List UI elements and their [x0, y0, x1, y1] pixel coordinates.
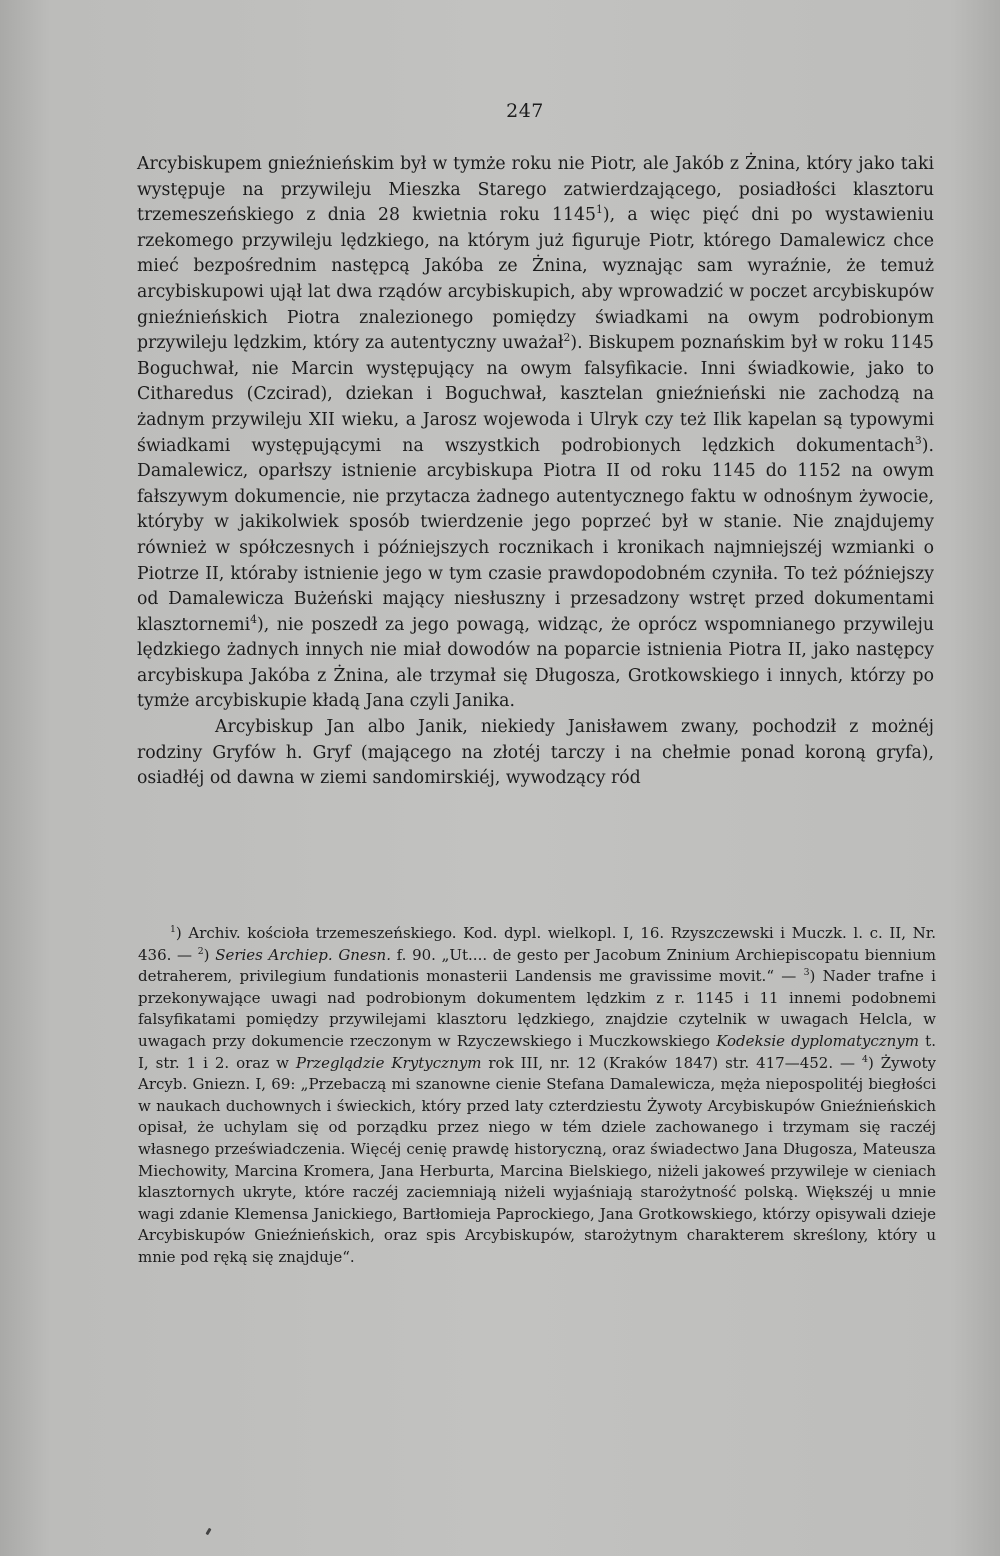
- footnote-ref-4: 4: [250, 612, 257, 626]
- text-run: ). Damalewicz, oparłszy istnienie arcybiskupa Piotra II od roku 1145 do 1152 na owym fałszywym dokumencie, nie przytacza żadnego autentycznego faktu w odnośnym żywocie, któryby w jakikolwiek sposób twierdzenie jego poprzeć był w stanie. Nie znajdujemy również w spółczesnych i późniejszych rocznikach i kronikach najmniejszéj wzmianki o Piotrze II, któraby istnienie jego w tym czasie prawdopodobném czyniła. To też późniejszy od Damalewicza Bużeński mający niesłuszny i przesadzony wstręt przed dokumentami klasztornemi: [137, 435, 934, 635]
- page-number: 247: [506, 100, 544, 122]
- footnotes: [138, 923, 936, 1269]
- italic-title: Series Archiep. Gnesn.: [215, 945, 391, 964]
- footnote-marker-4: 4: [862, 1053, 868, 1065]
- text-run: ), nie poszedł za jego powagą, widząc, że oprócz wspomnianego przywileju lędzkiego żadnych innych nie miał dowodów na poparcie istnienia Piotra II, jako następcy arcybiskupa Jakóba z Żnina, ale trzymał się Długosza, Grotkowskiego i innych, którzy po tymże arcybiskupie kładą Jana czyli Janika.: [137, 614, 934, 712]
- text-run: ), a więc pięć dni po wystawieniu rzekomego przywileju lędzkiego, na którym już figuruje Piotr, którego Damalewicz chce mieć bezpośrednim następcą Jakóba ze Żnina, wyznając sam wyraźnie, że temuż arcybiskupowi ujął lat dwa rządów arcybiskupich, aby wprowadzić w poczet arcybiskupów gnieźnieńskich Piotra znalezionego pomiędzy świadkami na owym podrobionym przywileju lędzkim, który za autentyczny uważał: [137, 205, 934, 354]
- text-run: ) Nader trafne i przekonywające uwagi nad podrobionym dokumentem lędzkim z r. 1145 i 11 innemi podobnemi falsyfikatami pomiędzy przywilejami klasztoru lędzkiego, znajdzie czytelnik w uwagach Helcla, w uwagach przy dokumencie rzeczonym w Rzyczewskiego i Muczkowskiego: [138, 967, 936, 1050]
- footnote-ref-3: 3: [914, 433, 922, 447]
- footnote-marker-3: 3: [803, 967, 810, 979]
- footnote-marker-1: 1: [170, 924, 176, 935]
- italic-title: Przeglądzie Krytycznym: [295, 1053, 482, 1072]
- footnote-block: [138, 923, 936, 1269]
- paragraph-1: [137, 152, 934, 715]
- text-run: Arcybiskupem gnieźnieńskim był w tymże roku nie Piotr, ale Jakób z Żnina, który jako taki występuje na przywileju Mieszka Starego zatwierdzającego, posiadłości klasztoru trzemeszeńskiego z dnia 28 kwietnia roku 1145: [137, 154, 934, 226]
- paragraph-2: Arcybiskup Jan albo Janik, niekiedy Janisławem zwany, pochodził z możnéj rodziny Gryfów h. Gryf (mającego na złotéj tarczy i na chełmie ponad koroną gryfa), osiadłéj od dawna w ziemi sandomirskiéj, wywodzący ród: [137, 717, 934, 789]
- footnote-marker-2: 2: [197, 945, 204, 957]
- text-run: ): [203, 945, 216, 964]
- text-run: ). Biskupem poznańskim był w roku 1145 Boguchwał, nie Marcin występujący na owym falsyfikacie. Inni świadkowie, jako to Citharedus (Czcirad), dziekan i Boguchwał, kasztelan gnieźnieński nie zachodzą na żadnym przywileju XII wieku, a Jarosz wojewoda i Ulryk czy też Ilik kapelan są typowymi świadkami występującymi na wszystkich podrobionych lędzkich dokumentach: [137, 333, 934, 456]
- text-run: f. 90. „Ut.... de gesto per Jacobum Zninium Archiepiscopatu biennium detraherem, privilegium fundationis monasterii Landensis me gravissime movit.“ —: [138, 945, 937, 986]
- paper-speck: [205, 1528, 211, 1536]
- text-run: ) Archiv. kościoła trzemeszeńskiego. Kod. dypl. wielkopl. I, 16. Rzyszczewski i Muczk. l. c. II, Nr. 436. —: [138, 924, 936, 964]
- main-text: [137, 152, 934, 792]
- text-run: ) Żywoty Arcyb. Gniezn. I, 69: „Przebaczą mi szanowne cienie Stefana Damalewicza, męża niepospolitéj biegłości w naukach duchownych i świeckich, który przed laty czterdziestu Żywoty Arcybiskupów Gnieźnieńskich opisał, że uchylam się od porządku przez niego w tém dziele zachowanego i trzymam się raczéj własnego przeświadczenia. Więcéj cenię prawdę historyczną, oraz świadectwo Jana Długosza, Mateusza Miechowity, Marcina Kromera, Jana Herburta, Marcina Bielskiego, niżeli jakoweś przywileje w cieniach klasztornych ukryte, które raczéj zaciemniają niżeli wyjaśniają starożytność polską. Większéj u mnie wagi zdanie Klemensa Janickiego, Bartłomieja Paprockiego, Jana Grotkowskiego, którzy opisywali dzieje Arcybiskupów Gnieźnieńskich, oraz spis Arcybiskupów, starożytnym charakterem skreślony, który u mnie pod ręką się znajduje“.: [138, 1053, 937, 1266]
- footnote-ref-1: 1: [596, 203, 603, 217]
- footnote-ref-2: 2: [563, 331, 571, 345]
- text-run: t. I, str. 1 i 2. oraz w: [138, 1031, 936, 1072]
- text-run: rok III, nr. 12 (Kraków 1847) str. 417—452. —: [481, 1053, 863, 1072]
- italic-title: Kodeksie dyplomatycznym: [716, 1031, 919, 1050]
